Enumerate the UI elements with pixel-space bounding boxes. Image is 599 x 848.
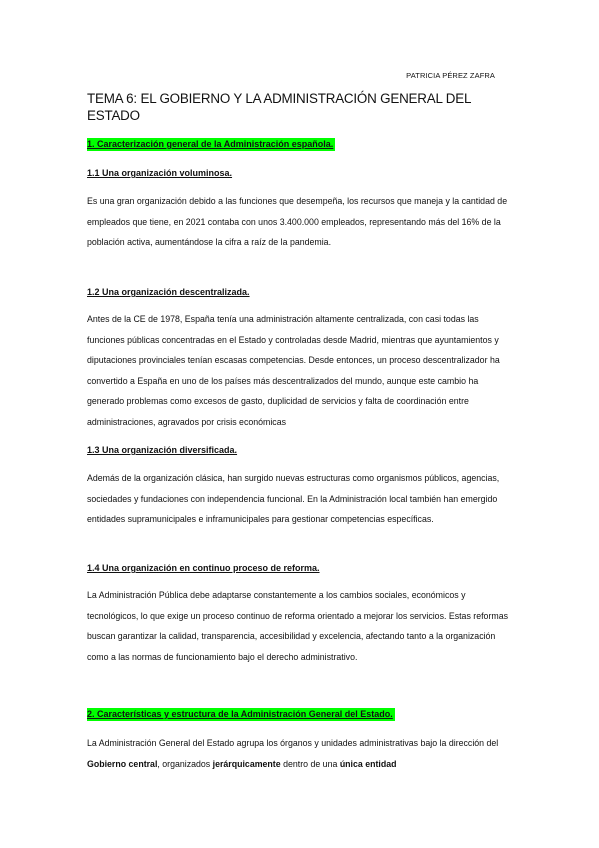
section-2-text xyxy=(87,733,512,774)
subsection-1-1-heading: 1.1 Una organización voluminosa. xyxy=(87,168,233,178)
section-2-bold-gobierno: Gobierno central xyxy=(87,758,158,769)
document-title: TEMA 6: EL GOBIERNO Y LA ADMINISTRACIÓN GENERAL DEL ESTADO xyxy=(87,91,471,123)
subsection-1-4-text: La Administración Pública debe adaptarse constantemente a los cambios sociales, económicos y tecnológicos, lo que exige un proceso continuo de reforma orientado a mejorar los servicios. Estas reformas buscan garantizar la calidad, transparencia, accesibilidad y excelencia, afectando tanto a la organización como a las normas de funcionamiento bajo el derecho administrativo. xyxy=(87,590,509,662)
section-2-text-part-c: , organizados xyxy=(157,758,213,769)
section-2-heading xyxy=(87,709,395,719)
section-2-text-part-a: La Administración General del Estado agrupa los órganos y unidades administrativas bajo la dirección del xyxy=(87,738,499,748)
subsection-1-1-text: Es una gran organización debido a las funciones que desempeña, los recursos que maneja y la cantidad de empleados que tiene, en 2021 contaba con unos 3.400.000 empleados, representando más del 16% de la población activa, aumentándose la cifra a raíz de la pandemia. xyxy=(87,196,508,248)
section-2-bold-unica-entidad: única entidad xyxy=(339,758,397,769)
subsection-1-2-heading: 1.2 Una organización descentralizada. xyxy=(87,287,250,297)
section-2-text-part-e: dentro de una xyxy=(280,758,340,769)
subsection-1-4-heading: 1.4 Una organización en continuo proceso de reforma. xyxy=(87,563,320,573)
subsection-1-2-text: Antes de la CE de 1978, España tenía una administración altamente centralizada, con casi todas las funciones públicas concentradas en el Estado y controladas desde Madrid, mientras que ayuntamientos y diputaciones provinciales tenían escasas competencias. Desde entonces, un proceso descentralizador ha convertido a España en uno de los países más descentralizados del mundo, aunque este cambio ha generado problemas como excesos de gasto, duplicidad de servicios y falta de coordinación entre administraciones, agravados por crisis económicas xyxy=(87,314,500,427)
subsection-1-3-text: Además de la organización clásica, han surgido nuevas estructuras como organismos públicos, agencias, sociedades y fundaciones con independencia funcional. En la Administración local también han emergido entidades supramunicipales e inframunicipales para gestionar competencias específicas. xyxy=(87,473,500,525)
section-2-bold-jerarquicamente: jerárquicamente xyxy=(212,758,281,769)
author-name: PATRICIA PÉREZ ZAFRA xyxy=(406,71,495,80)
section-1-heading-text: 1. Caracterización general de la Administración española. xyxy=(87,139,334,149)
section-2-heading-text: 2. Características y estructura de la Administración General del Estado. xyxy=(87,709,393,719)
section-1-heading xyxy=(87,139,335,149)
subsection-1-3-heading: 1.3 Una organización diversificada. xyxy=(87,445,238,455)
